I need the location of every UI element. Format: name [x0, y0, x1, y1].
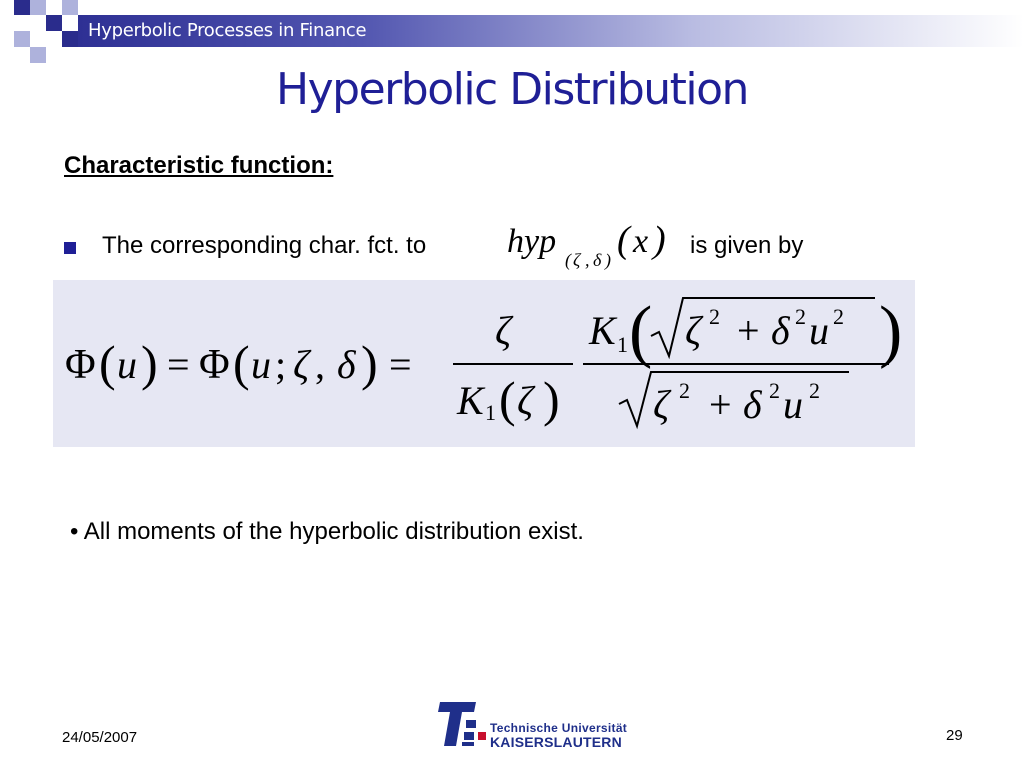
moments-statement: • All moments of the hyperbolic distribution exist. [70, 518, 584, 545]
logo-text: Technische Universität [490, 721, 628, 735]
svg-text:x: x [633, 223, 649, 260]
corner-square [46, 15, 62, 31]
svg-text:Φ: Φ [199, 342, 230, 388]
logo-text: KAISERSLAUTERN [490, 734, 622, 750]
svg-text:(: ( [99, 335, 116, 391]
svg-text:(: ( [617, 219, 630, 261]
corner-square [30, 47, 46, 63]
svg-text:K: K [589, 308, 616, 353]
svg-text:): ) [879, 293, 903, 370]
svg-text:): ) [653, 219, 666, 261]
svg-text:ζ: ζ [517, 378, 534, 423]
svg-text:2: 2 [679, 378, 690, 403]
svg-text:δ: δ [337, 342, 356, 387]
footer-date: 24/05/2007 [62, 729, 138, 746]
svg-text:K: K [457, 378, 484, 423]
svg-text:(: ( [629, 293, 653, 370]
svg-text:u: u [251, 342, 271, 387]
svg-text:δ: δ [743, 382, 762, 427]
corner-square [62, 0, 78, 15]
svg-text:ζ: ζ [495, 308, 512, 353]
svg-text:(: ( [233, 335, 250, 391]
svg-text:ζ: ζ [685, 308, 702, 353]
corner-square [14, 31, 30, 47]
svg-text:2: 2 [769, 378, 780, 403]
svg-text:δ: δ [593, 250, 602, 270]
svg-text:Φ: Φ [65, 342, 96, 388]
page-number: 29 [946, 727, 963, 744]
svg-text:ζ: ζ [293, 342, 310, 387]
inline-formula [505, 216, 685, 272]
svg-text:): ) [361, 335, 378, 391]
corner-square [30, 0, 46, 15]
svg-text:1: 1 [485, 400, 496, 425]
svg-text:): ) [141, 335, 158, 391]
svg-text:): ) [543, 371, 560, 427]
svg-text:+: + [709, 382, 732, 427]
svg-text:ζ: ζ [653, 382, 670, 427]
svg-text:(: ( [565, 250, 571, 270]
bullet-icon [64, 242, 76, 254]
svg-text:u: u [117, 342, 137, 387]
bullet-text: is given by [690, 232, 804, 259]
slide-title: Hyperbolic Distribution [276, 64, 748, 115]
svg-text:2: 2 [795, 304, 806, 329]
svg-text:): ) [605, 250, 611, 270]
svg-text:2: 2 [809, 378, 820, 403]
header-title: Hyperbolic Processes in Finance [88, 20, 367, 41]
corner-square [14, 0, 30, 15]
svg-text:2: 2 [709, 304, 720, 329]
svg-text:,: , [585, 250, 590, 270]
svg-text:,: , [315, 342, 325, 387]
svg-text:u: u [783, 382, 803, 427]
corner-square [62, 31, 78, 47]
svg-text:u: u [809, 308, 829, 353]
svg-text:=: = [167, 342, 190, 387]
svg-text:1: 1 [617, 332, 628, 357]
bullet-text: The corresponding char. fct. to [102, 232, 427, 259]
svg-text:hyp: hyp [507, 223, 557, 260]
formula-box [53, 280, 915, 447]
svg-text:(: ( [499, 371, 516, 427]
svg-text:=: = [389, 342, 412, 387]
svg-text:ζ: ζ [573, 250, 581, 270]
svg-text:2: 2 [833, 304, 844, 329]
section-heading: Characteristic function: [64, 152, 334, 179]
svg-text:;: ; [275, 342, 287, 387]
svg-text:δ: δ [771, 308, 790, 353]
characteristic-function-formula [53, 280, 915, 447]
svg-text:+: + [737, 308, 760, 353]
